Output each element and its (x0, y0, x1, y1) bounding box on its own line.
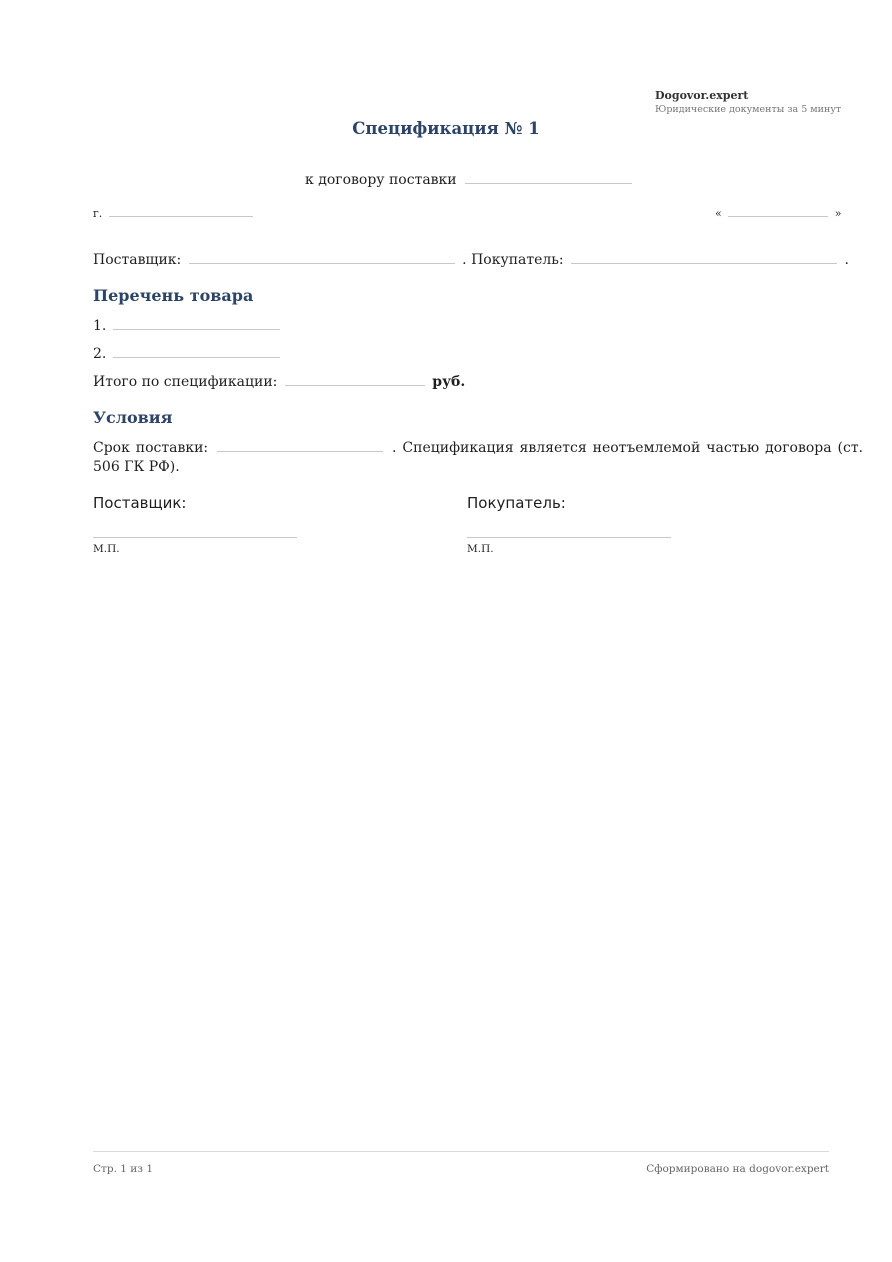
supplier-label: Поставщик: (93, 252, 182, 268)
date-line (715, 205, 841, 223)
buyer-signature-line (467, 537, 671, 538)
goods-item-blank (113, 343, 280, 358)
buyer-signature-label: Покупатель: (467, 494, 566, 512)
goods-heading: Перечень товара (93, 286, 254, 305)
city-blank (109, 206, 253, 217)
contract-reference (305, 169, 632, 189)
footer-divider (93, 1151, 829, 1152)
terms-text: . Спецификация является неотъемлемой частью договора (ст. 506 ГК РФ). (93, 440, 864, 475)
contract-number-blank (465, 169, 632, 184)
date-open-quote: « (715, 207, 722, 220)
total-blank (285, 371, 425, 386)
brand-tagline: Юридические документы за 5 минут (655, 104, 842, 115)
generated-note: Сформировано на dogovor.expert (646, 1163, 829, 1175)
parties-line (93, 249, 849, 269)
goods-item (93, 343, 280, 363)
total-label: Итого по спецификации: (93, 374, 278, 390)
contract-reference-label: к договору поставки (305, 172, 457, 188)
buyer-blank (571, 249, 837, 264)
city-line (93, 205, 253, 223)
buyer-stamp-label: М.П. (467, 543, 494, 555)
supplier-blank (189, 249, 455, 264)
total-line (93, 371, 465, 391)
page-number: Стр. 1 из 1 (93, 1163, 154, 1175)
buyer-label: . Покупатель: (462, 252, 564, 268)
goods-item (93, 315, 280, 335)
date-close-quote: » (834, 207, 842, 220)
goods-item-blank (113, 315, 280, 330)
delivery-blank (217, 437, 383, 452)
supplier-signature-line (93, 537, 297, 538)
parties-end: . (844, 252, 849, 268)
terms-paragraph (93, 437, 863, 477)
goods-item-number: 2. (93, 346, 107, 362)
supplier-signature-label: Поставщик: (93, 494, 187, 512)
goods-item-number: 1. (93, 318, 107, 334)
terms-heading: Условия (93, 408, 173, 427)
city-prefix: г. (93, 207, 103, 220)
document-title: Спецификация № 1 (352, 119, 540, 138)
date-blank (728, 206, 828, 217)
supplier-stamp-label: М.П. (93, 543, 120, 555)
brand-block (655, 88, 855, 116)
brand-name: Dogovor.expert (655, 89, 749, 102)
currency-label: руб. (432, 374, 466, 390)
delivery-label: Срок поставки: (93, 440, 209, 456)
